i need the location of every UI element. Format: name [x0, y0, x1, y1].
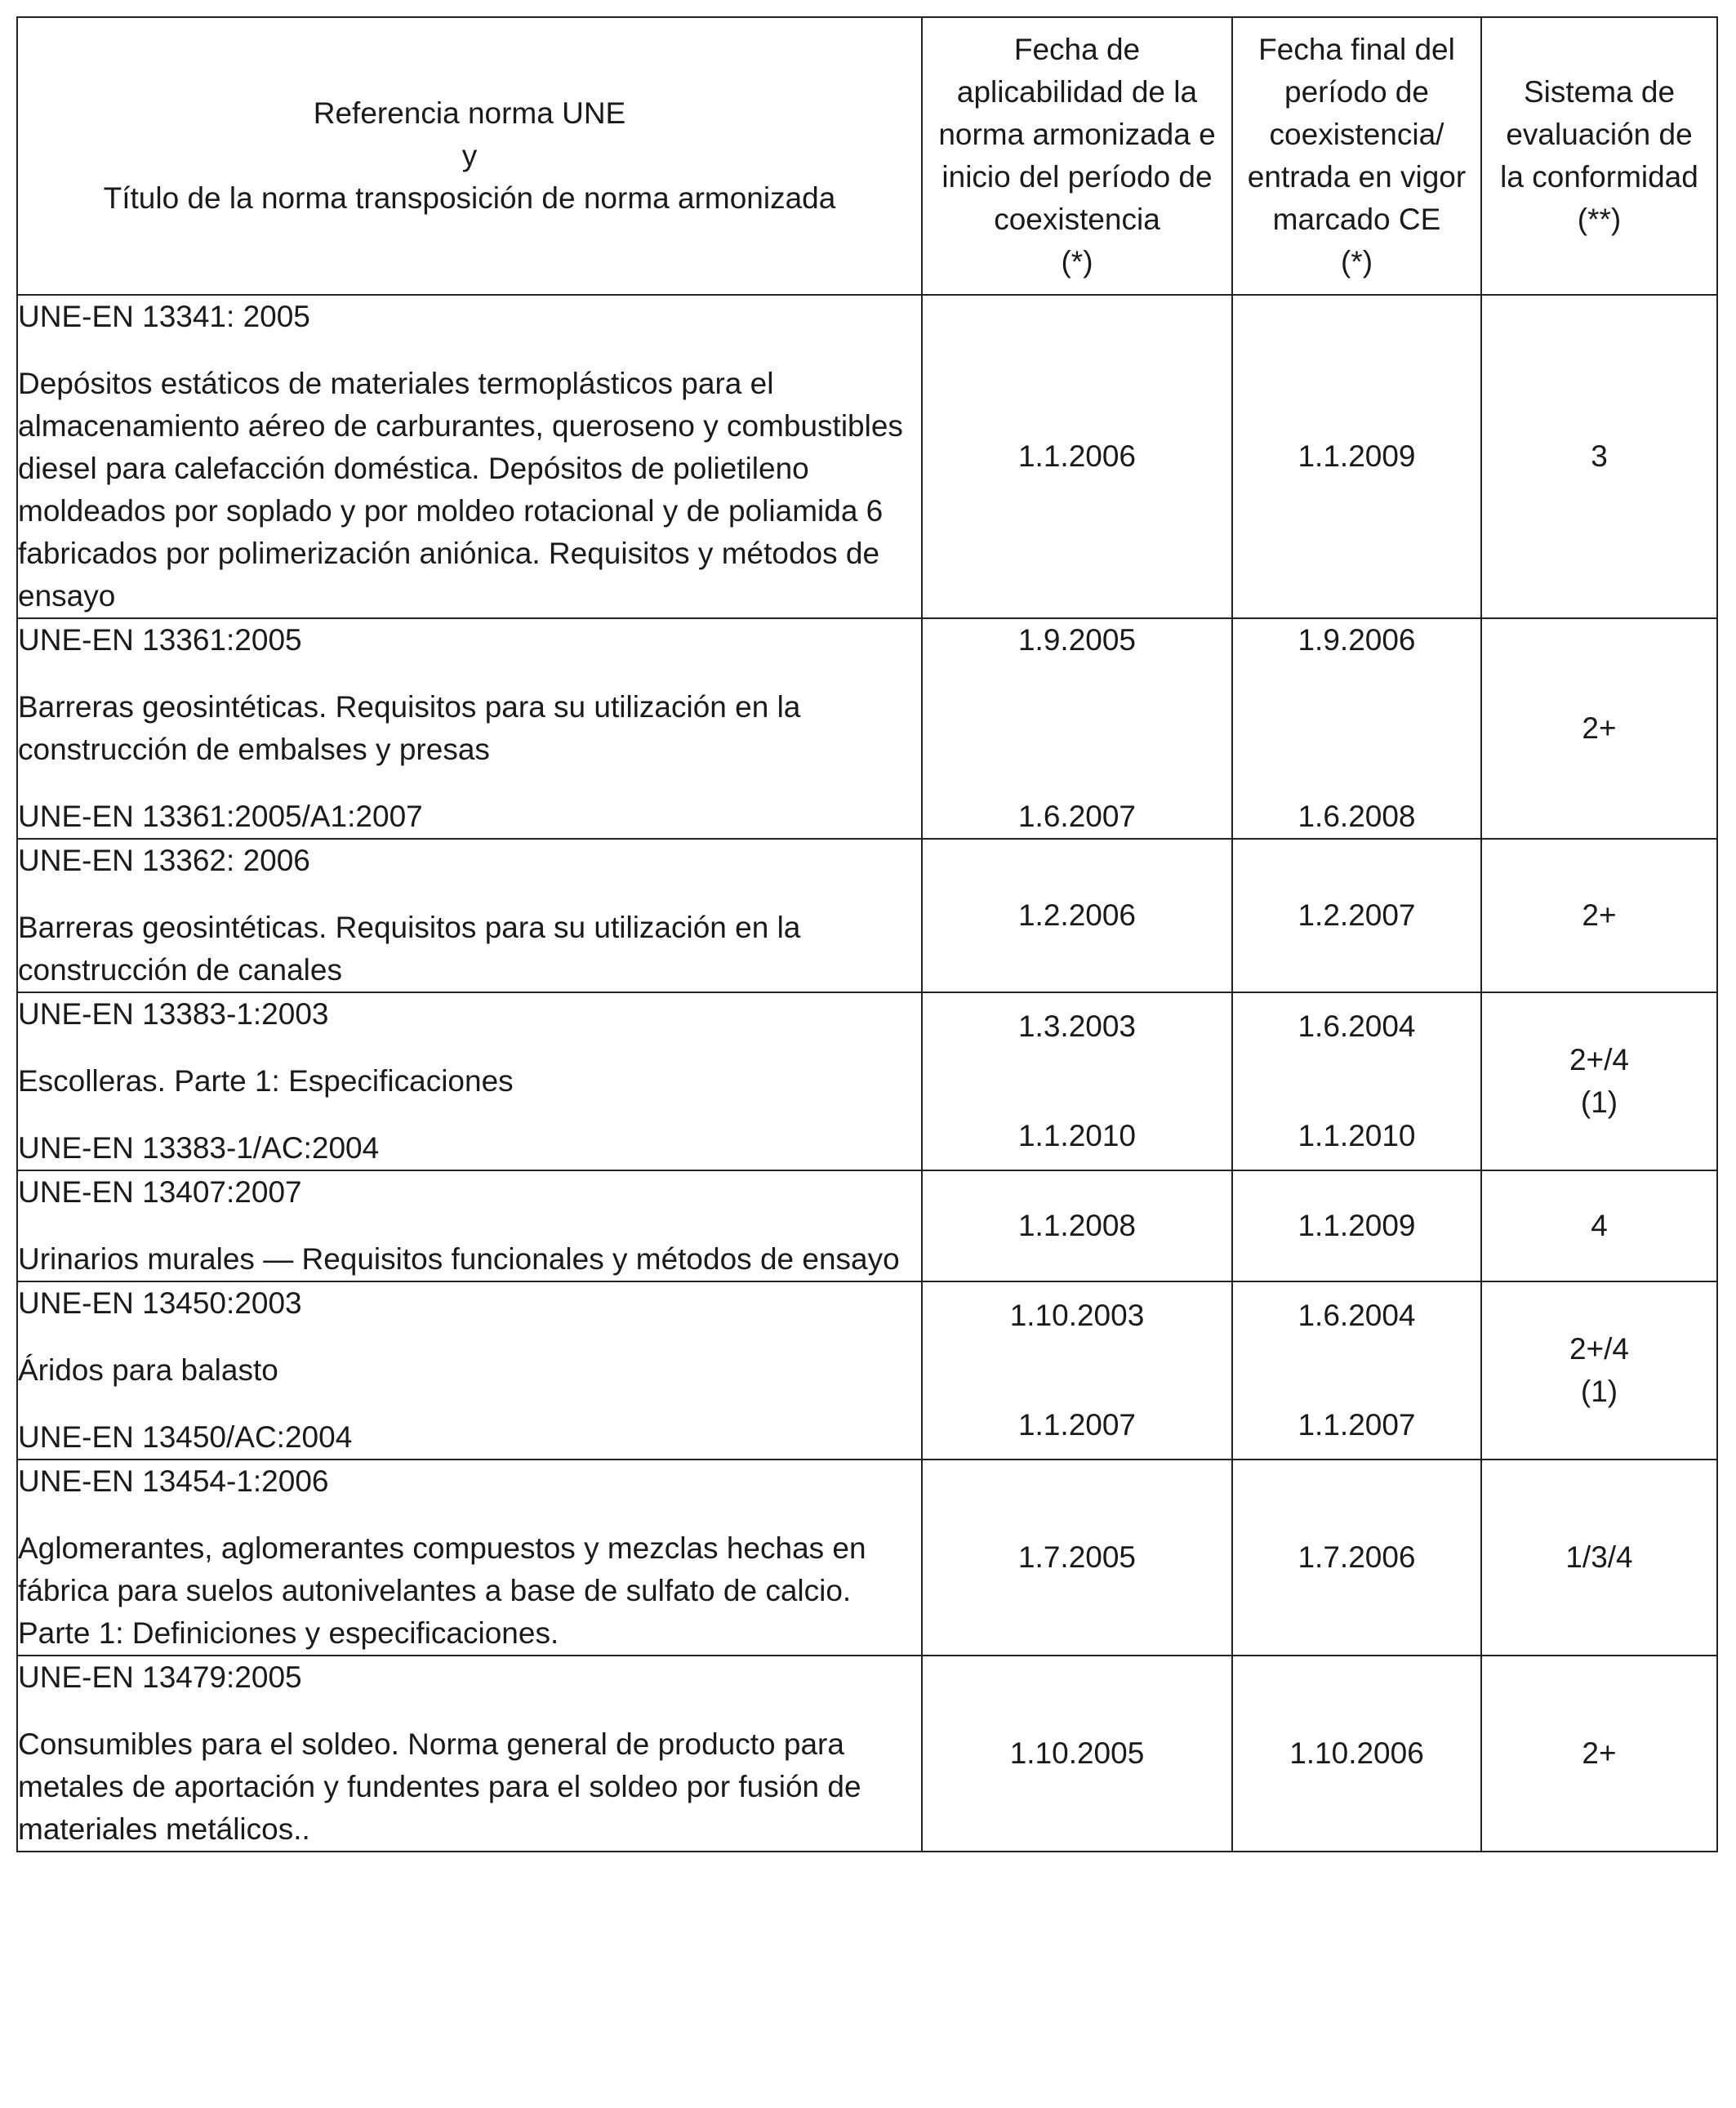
standard-reference: UNE-EN 13341: 2005 [18, 300, 310, 333]
table-row [17, 1656, 1717, 1852]
standard-title: Aglomerantes, aglomerantes compuestos y mezclas hechas en fábrica para suelos autonivelantes a base de sulfato de calcio. Parte 1: Definiciones y especificaciones. [18, 1531, 866, 1650]
header-coexistence-line: período de [1284, 75, 1429, 109]
standard-title: Barreras geosintéticas. Requisitos para su utilización en la construcción de embalses y presas [18, 690, 801, 766]
standard-cell [17, 1281, 922, 1460]
coexistence-end-date: 1.2.2007 [1232, 839, 1481, 992]
header-coexistence-line: Fecha final del [1258, 33, 1455, 66]
header-applicability-date [922, 17, 1232, 295]
coexistence-end-date-amendment: 1.6.2008 [1298, 800, 1416, 833]
header-applicability-line: norma armonizada e [938, 118, 1216, 151]
standard-amendment: UNE-EN 13383-1/AC:2004 [18, 1131, 380, 1165]
coexistence-end-date [1232, 992, 1481, 1170]
standard-reference: UNE-EN 13450:2003 [18, 1286, 302, 1320]
coexistence-end-date [1232, 1281, 1481, 1460]
header-coexistence-line: marcado CE [1272, 203, 1441, 236]
standard-reference: UNE-EN 13362: 2006 [18, 844, 310, 877]
table-row [17, 1170, 1717, 1281]
conformity-system-value: 2+/4 [1569, 1332, 1630, 1366]
header-system-line: (**) [1577, 203, 1622, 236]
coexistence-end-date-amendment: 1.1.2007 [1298, 1408, 1416, 1442]
header-coexistence-line: (*) [1340, 245, 1373, 279]
conformity-system: 2+ [1481, 1656, 1717, 1852]
coexistence-end-date [1232, 618, 1481, 839]
header-reference-line: y [461, 139, 478, 172]
standard-reference: UNE-EN 13407:2007 [18, 1175, 302, 1209]
coexistence-end-date: 1.10.2006 [1232, 1656, 1481, 1852]
standard-cell [17, 839, 922, 992]
conformity-system: 2+ [1481, 839, 1717, 992]
conformity-system-value: 2+/4 [1569, 1043, 1630, 1076]
conformity-system [1481, 1281, 1717, 1460]
applicability-date-main: 1.10.2003 [1009, 1299, 1145, 1332]
header-reference-line: Referencia norma UNE [313, 96, 626, 130]
applicability-date-amendment: 1.1.2010 [1017, 1119, 1137, 1152]
coexistence-end-date-main: 1.6.2004 [1298, 1299, 1416, 1332]
header-system-line: la conformidad [1500, 160, 1698, 194]
standard-cell [17, 1170, 922, 1281]
header-system-line: Sistema de [1523, 75, 1676, 109]
standard-title: Consumibles para el soldeo. Norma general de producto para metales de aportación y fundentes para el soldeo por fusión de materiales metálicos.. [18, 1727, 861, 1846]
applicability-date-amendment: 1.1.2007 [1017, 1408, 1137, 1442]
header-applicability-line: inicio del período de [941, 160, 1213, 194]
header-coexistence-line: entrada en vigor [1247, 160, 1467, 194]
header-system-line: evaluación de [1506, 118, 1693, 151]
table-row [17, 295, 1717, 618]
applicability-date [922, 992, 1232, 1170]
standard-reference: UNE-EN 13383-1:2003 [18, 997, 329, 1031]
applicability-date [922, 1281, 1232, 1460]
header-coexistence-end-date [1232, 17, 1481, 295]
applicability-date: 1.10.2005 [922, 1656, 1232, 1852]
standard-reference: UNE-EN 13479:2005 [18, 1660, 302, 1694]
standard-reference: UNE-EN 13454-1:2006 [18, 1464, 329, 1498]
table-row [17, 1460, 1717, 1656]
standard-cell [17, 295, 922, 618]
standard-title: Áridos para balasto [18, 1353, 278, 1387]
header-reference [17, 17, 922, 295]
header-row [17, 17, 1717, 295]
applicability-date [922, 618, 1232, 839]
conformity-system: 3 [1481, 295, 1717, 618]
standard-cell [17, 1656, 922, 1852]
conformity-system-note: (1) [1580, 1085, 1618, 1119]
standard-amendment: UNE-EN 13361:2005/A1:2007 [18, 800, 423, 833]
conformity-system: 2+ [1481, 618, 1717, 839]
standard-cell [17, 1460, 922, 1656]
table-row [17, 839, 1717, 992]
header-applicability-line: (*) [1061, 245, 1093, 279]
applicability-date: 1.2.2006 [922, 839, 1232, 992]
standard-cell [17, 992, 922, 1170]
applicability-date-main: 1.9.2005 [1017, 623, 1137, 657]
applicability-date: 1.1.2008 [922, 1170, 1232, 1281]
conformity-system: 4 [1481, 1170, 1717, 1281]
coexistence-end-date-main: 1.9.2006 [1298, 623, 1416, 657]
coexistence-end-date: 1.1.2009 [1232, 295, 1481, 618]
applicability-date: 1.7.2005 [922, 1460, 1232, 1656]
table-row [17, 1281, 1717, 1460]
standard-title: Barreras geosintéticas. Requisitos para su utilización en la construcción de canales [18, 911, 801, 987]
conformity-system-note: (1) [1580, 1375, 1618, 1408]
coexistence-end-date-main: 1.6.2004 [1298, 1009, 1416, 1043]
header-coexistence-line: coexistencia/ [1269, 118, 1444, 151]
header-applicability-line: Fecha de [1013, 33, 1141, 66]
table-row [17, 992, 1717, 1170]
header-applicability-line: aplicabilidad de la [956, 75, 1198, 109]
header-applicability-line: coexistencia [994, 203, 1160, 236]
conformity-system [1481, 992, 1717, 1170]
harmonized-standards-table [16, 16, 1718, 1852]
applicability-date: 1.1.2006 [922, 295, 1232, 618]
table-row [17, 618, 1717, 839]
header-reference-line: Título de la norma transposición de norma armonizada [103, 181, 836, 215]
coexistence-end-date-amendment: 1.1.2010 [1298, 1119, 1416, 1152]
coexistence-end-date: 1.7.2006 [1232, 1460, 1481, 1656]
standard-title: Urinarios murales — Requisitos funcionales y métodos de ensayo [18, 1242, 900, 1276]
standard-title: Escolleras. Parte 1: Especificaciones [18, 1064, 514, 1098]
standard-cell [17, 618, 922, 839]
standard-amendment: UNE-EN 13450/AC:2004 [18, 1420, 353, 1454]
applicability-date-amendment: 1.6.2007 [1017, 800, 1137, 833]
standard-title: Depósitos estáticos de materiales termoplásticos para el almacenamiento aéreo de carburantes, queroseno y combustibles diesel para calefacción doméstica. Depósitos de polietileno moldeados por soplado y por moldeo rotacional y de poliamida 6 fabricados por polimerización aniónica. Requisitos y métodos de ensayo [18, 367, 903, 613]
applicability-date-main: 1.3.2003 [1017, 1009, 1137, 1043]
header-conformity-system [1481, 17, 1717, 295]
standard-reference: UNE-EN 13361:2005 [18, 623, 302, 657]
conformity-system: 1/3/4 [1481, 1460, 1717, 1656]
coexistence-end-date: 1.1.2009 [1232, 1170, 1481, 1281]
